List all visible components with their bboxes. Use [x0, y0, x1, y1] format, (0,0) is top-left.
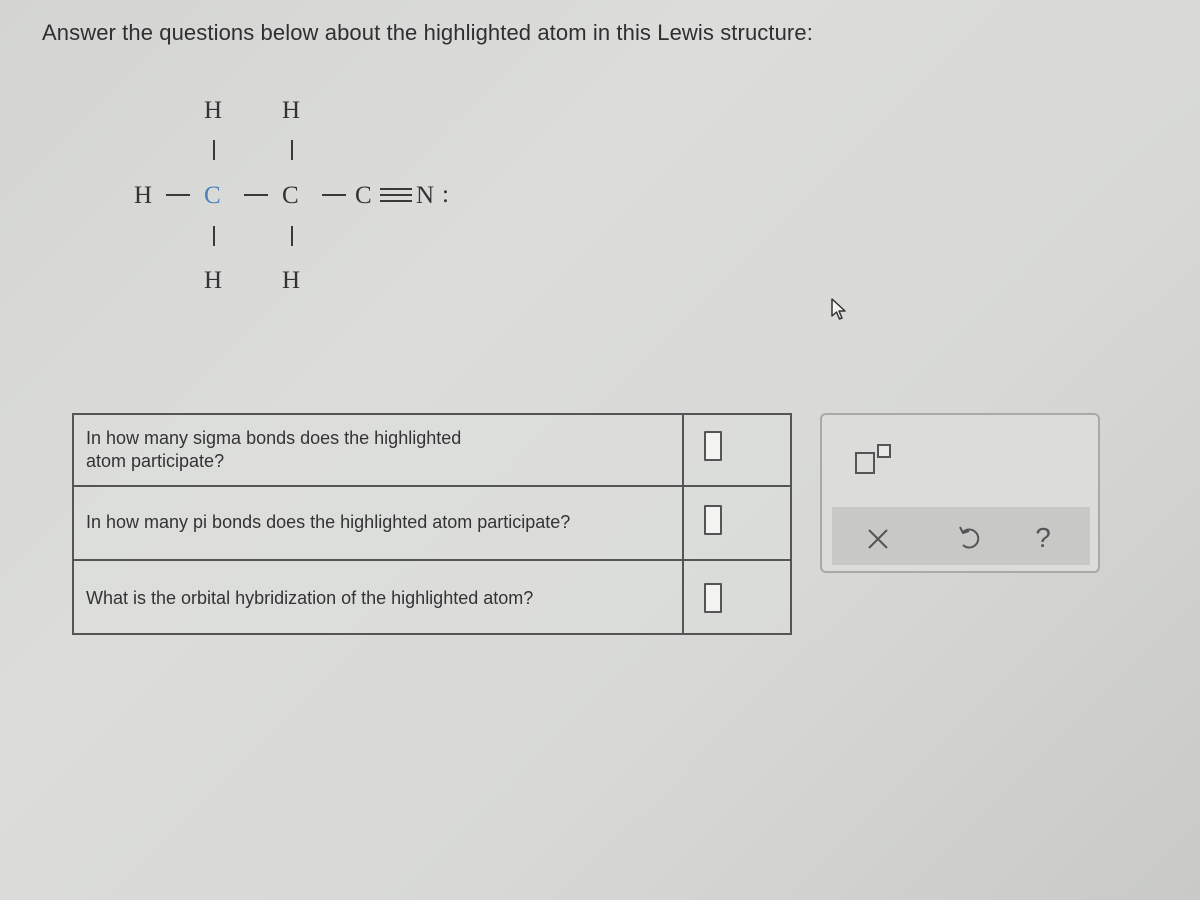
bond-h-c1 — [166, 194, 190, 196]
question-row-sigma — [74, 415, 790, 487]
tool-panel — [820, 413, 1100, 573]
triple-bond — [380, 188, 412, 202]
question-row-pi — [74, 487, 790, 561]
mouse-pointer-icon — [830, 298, 848, 320]
bond-c1-c2 — [244, 194, 268, 196]
sigma-answer-input[interactable] — [704, 431, 722, 461]
question-pi-text: In how many pi bonds does the highlighted atom participate? — [74, 487, 684, 559]
carbon-3: C — [355, 182, 372, 209]
undo-icon[interactable] — [954, 523, 984, 553]
bottom-hydrogen-left: H — [204, 267, 223, 294]
superscript-icon[interactable] — [854, 443, 894, 475]
bottom-bond-right — [291, 226, 293, 246]
instruction-text: Answer the questions below about the highlighted atom in this Lewis structure: — [42, 20, 813, 45]
questions-table — [72, 413, 792, 635]
nitrogen: N — [416, 182, 435, 209]
top-hydrogen-right: H — [282, 97, 301, 124]
answer-cell-hybridization — [684, 561, 790, 633]
question-sigma-text: In how many sigma bonds does the highlighted atom participate? — [74, 415, 684, 485]
top-bond-right — [291, 140, 293, 160]
left-hydrogen: H — [134, 182, 153, 209]
lewis-structure — [100, 80, 520, 310]
answer-cell-pi — [684, 487, 790, 559]
help-icon-label: ? — [1035, 522, 1051, 553]
question-row-hybridization — [74, 561, 790, 633]
help-icon[interactable] — [1028, 519, 1058, 553]
hybridization-answer-input[interactable] — [704, 583, 722, 613]
highlighted-carbon: C — [204, 182, 221, 209]
bond-c2-c3 — [322, 194, 346, 196]
bottom-hydrogen-right: H — [282, 267, 301, 294]
pi-answer-input[interactable] — [704, 505, 722, 535]
top-bond-left — [213, 140, 215, 160]
top-hydrogen-left: H — [204, 97, 223, 124]
x-icon[interactable] — [864, 525, 892, 553]
bottom-bond-left — [213, 226, 215, 246]
answer-cell-sigma — [684, 415, 790, 485]
question-hybridization-text: What is the orbital hybridization of the highlighted atom? — [74, 561, 684, 633]
nitrogen-lone-pair: : — [442, 181, 449, 208]
carbon-2: C — [282, 182, 299, 209]
